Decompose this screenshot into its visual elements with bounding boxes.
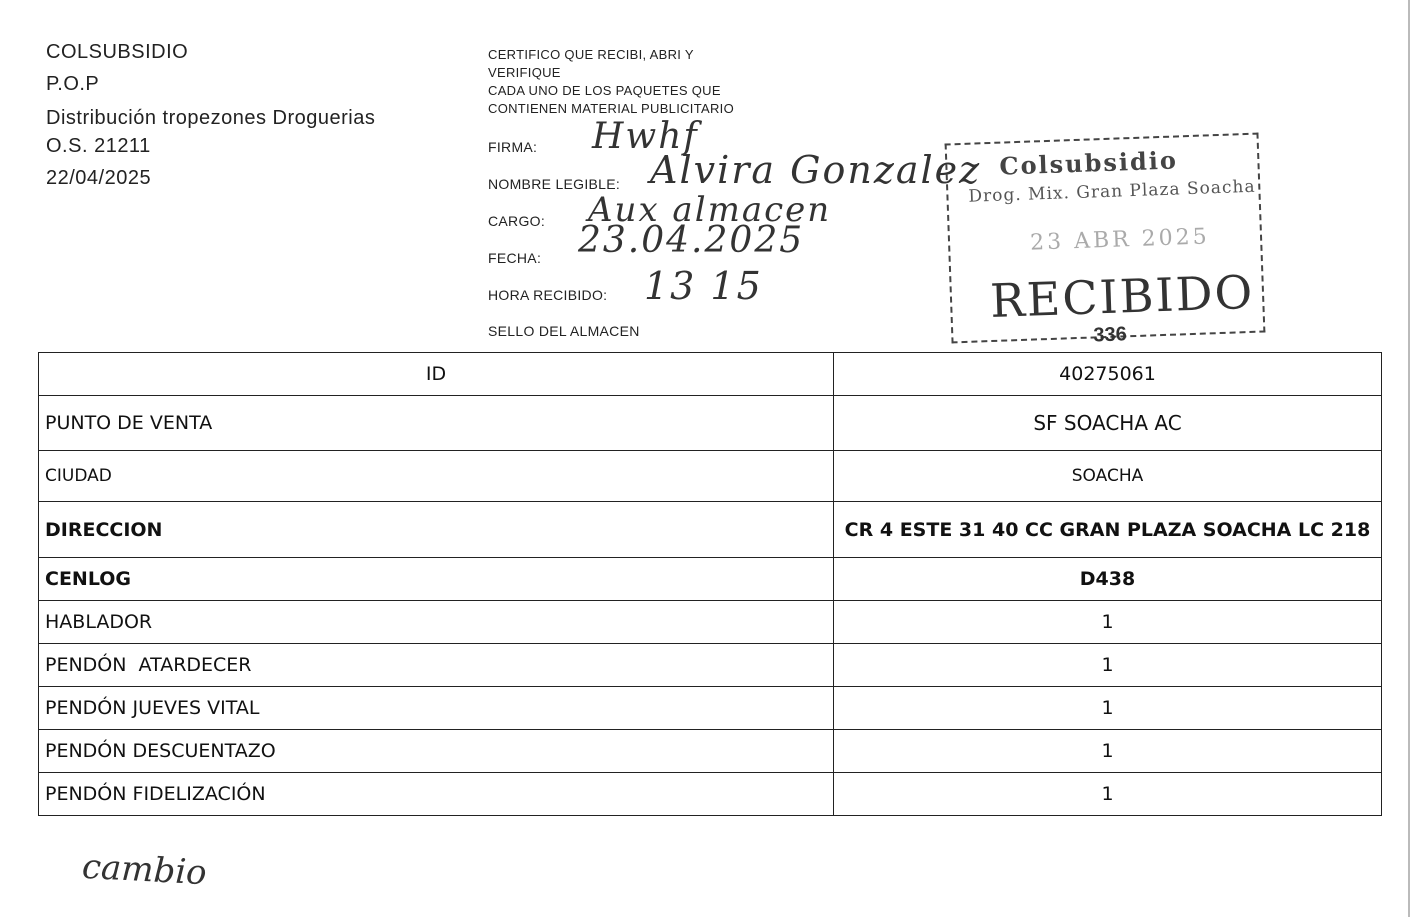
row-label: CIUDAD <box>39 451 834 502</box>
header-date: 22/04/2025 <box>46 167 152 189</box>
row-label: PUNTO DE VENTA <box>39 396 834 451</box>
hora-value: 13 15 <box>644 264 763 308</box>
sello-label: SELLO DEL ALMACEN <box>488 323 640 339</box>
scan-edge <box>1408 0 1410 917</box>
row-value: 1 <box>834 601 1382 644</box>
row-label: PENDÓN FIDELIZACIÓN <box>39 773 834 816</box>
row-value: CR 4 ESTE 31 40 CC GRAN PLAZA SOACHA LC 218 <box>834 502 1382 558</box>
row-value: D438 <box>834 558 1382 601</box>
table-row <box>39 396 1382 451</box>
row-label: HABLADOR <box>39 601 834 644</box>
fecha-value: 23.04.2025 <box>578 220 805 261</box>
cert-line-1: CERTIFICO QUE RECIBI, ABRI Y <box>488 47 694 62</box>
description: Distribución tropezones Droguerias <box>46 107 376 129</box>
cargo-value: Aux almacen <box>588 190 832 230</box>
row-label: PENDÓN DESCUENTAZO <box>39 730 834 773</box>
row-value: 1 <box>834 773 1382 816</box>
handwritten-note: cambio <box>81 846 208 894</box>
table-row <box>39 730 1382 773</box>
stamp-date: 23 ABR 2025 <box>1029 224 1211 256</box>
stamp-received: RECIBIDO <box>989 264 1256 329</box>
row-value: 1 <box>834 644 1382 687</box>
pop-label: P.O.P <box>46 73 100 95</box>
row-label: ID <box>39 353 834 396</box>
row-value: SF SOACHA AC <box>834 396 1382 451</box>
table-row <box>39 353 1382 396</box>
cert-line-3: CADA UNO DE LOS PAQUETES QUE <box>488 83 721 98</box>
order-number: O.S. 21211 <box>46 135 151 157</box>
cert-line-4: CONTIENEN MATERIAL PUBLICITARIO <box>488 101 734 116</box>
row-value: SOACHA <box>834 451 1382 502</box>
table-row <box>39 601 1382 644</box>
stamp-brand: Colsubsidio <box>998 145 1179 181</box>
stamp-number: 336 <box>1093 323 1128 347</box>
table-row <box>39 687 1382 730</box>
row-value: 1 <box>834 687 1382 730</box>
stamp-store: Drog. Mix. Gran Plaza Soacha <box>968 176 1256 207</box>
firma-label: FIRMA: <box>488 139 538 155</box>
table-row <box>39 644 1382 687</box>
fecha-label: FECHA: <box>488 250 542 266</box>
delivery-table <box>38 352 1382 816</box>
row-value: 1 <box>834 730 1382 773</box>
warehouse-stamp <box>945 133 1266 347</box>
cert-line-2: VERIFIQUE <box>488 65 561 80</box>
table-row <box>39 451 1382 502</box>
hora-label: HORA RECIBIDO: <box>488 287 608 303</box>
company-name: COLSUBSIDIO <box>46 41 189 63</box>
row-value: 40275061 <box>834 353 1382 396</box>
table-row <box>39 502 1382 558</box>
header-block <box>46 38 375 192</box>
row-label: DIRECCION <box>39 502 834 558</box>
cargo-label: CARGO: <box>488 213 546 229</box>
nombre-value: Alvira Gonzalez <box>650 148 982 192</box>
certificate-text <box>488 46 734 118</box>
table-row <box>39 773 1382 816</box>
row-label: CENLOG <box>39 558 834 601</box>
firma-signature: Hwhf <box>592 116 699 157</box>
nombre-label: NOMBRE LEGIBLE: <box>488 176 621 192</box>
row-label: PENDÓN ATARDECER <box>39 644 834 687</box>
row-label: PENDÓN JUEVES VITAL <box>39 687 834 730</box>
table-row <box>39 558 1382 601</box>
